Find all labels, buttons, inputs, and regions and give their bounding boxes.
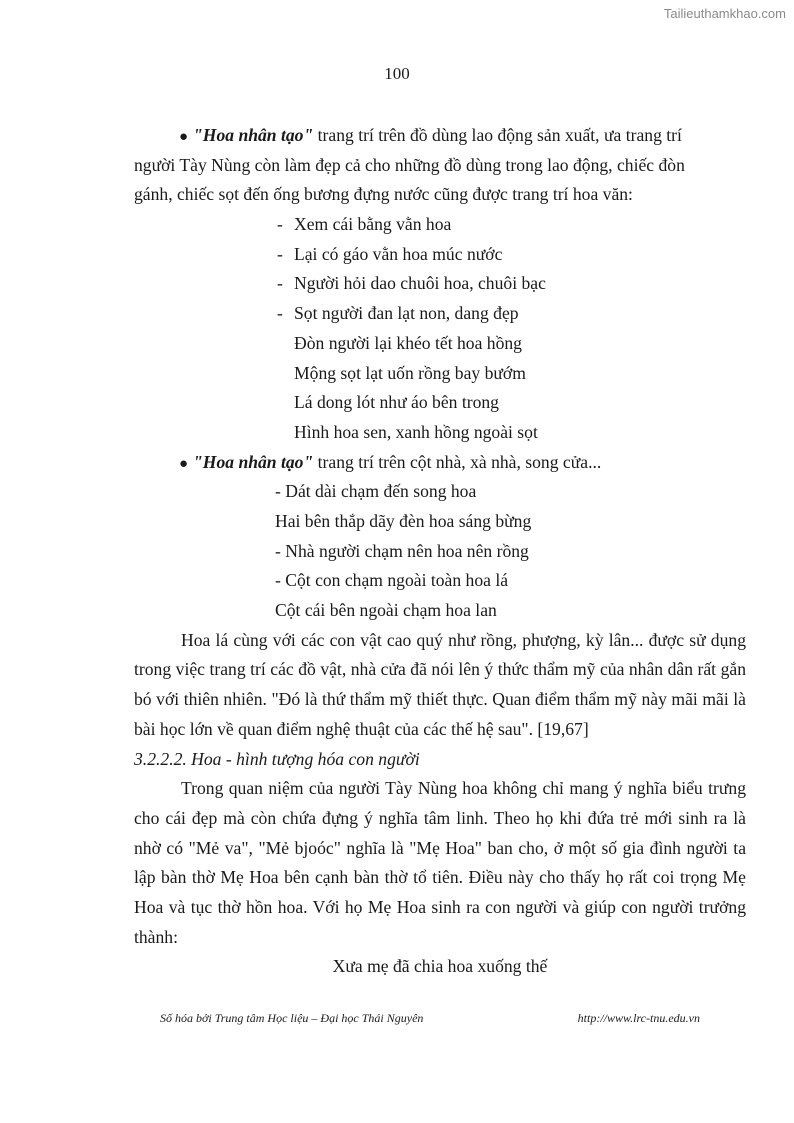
verse-line: Xưa mẹ đã chia hoa xuống thế [332, 956, 548, 977]
poem-line: Hình hoa sen, xanh hồng ngoài sọt [294, 421, 538, 442]
term-hoa-nhan-tao: "Hoa nhân tạo" [193, 451, 314, 472]
poem-line: - Người hỏi dao chuôi hoa, chuôi bạc [277, 273, 546, 294]
bullet-item-tools [134, 121, 746, 151]
poem-line: - Lại có gáo vằn hoa múc nước [277, 243, 503, 264]
paragraph-decoration: Hoa lá cùng với các con vật cao quý như rồng, phượng, kỳ lân... được sử dụng trong việc trang trí các đồ vật, nhà cửa đã nói lên ý thức thẩm mỹ của nhân dân rất gắn bó với thiên nhiên. "Đó là thứ thẩm mỹ thiết thực. Quan điểm thẩm mỹ này mãi mãi là bài học lớn về quan điểm nghệ thuật của các thế hệ sau". [19,67] [134, 629, 746, 739]
poem-line: Mộng sọt lạt uốn rồng bay bướm [294, 362, 526, 383]
poem-line: - Cột con chạm ngoài toàn hoa lá [275, 570, 509, 591]
bullet-text: trang trí trên đồ dùng lao động sản xuất, ưa trang trí [313, 125, 682, 145]
poem-house [134, 477, 746, 625]
paragraph-spiritual: Trong quan niệm của người Tày Nùng hoa không chỉ mang ý nghĩa biểu trưng cho cái đẹp mà còn chứa đựng ý nghĩa tâm linh. Theo họ khi đứa trẻ mới sinh ra là nhờ có "Mẻ va", "Mẻ bjoóc" nghĩa là "Mẹ Hoa" ban cho, ở một số gia đình người ta lập bàn thờ Mẹ Hoa bên cạnh bàn thờ tổ tiên. Điều này cho thấy họ rất coi trọng Mẹ Hoa và tục thờ hồn hoa. Với họ Mẹ Hoa sinh ra con người và giúp con người trưởng thành: [134, 778, 746, 947]
bullet-item-house [134, 448, 746, 478]
poem-line: Đòn người lại khéo tết hoa hồng [294, 332, 522, 353]
poem-line: - Sọt người đan lạt non, dang đẹp [277, 303, 519, 324]
poem-tools [134, 210, 746, 448]
poem-line: Cột cái bên ngoài chạm hoa lan [275, 600, 497, 620]
page-number: 100 [384, 64, 410, 83]
poem-line: - Nhà người chạm nên hoa nên rồng [275, 540, 529, 561]
poem-line: - Xem cái bằng vằn hoa [277, 214, 452, 235]
section-heading: 3.2.2.2. Hoa - hình tượng hóa con người [134, 748, 420, 769]
page-content [134, 121, 746, 982]
bullet-text: trang trí trên cột nhà, xà nhà, song cửa... [313, 451, 602, 472]
poem-line: Hai bên thắp dãy đèn hoa sáng bừng [275, 510, 532, 531]
watermark: Tailieuthamkhao.com [663, 6, 786, 21]
footer-url: http://www.lrc-tnu.edu.vn [577, 1011, 700, 1025]
footer-credit: Số hóa bởi Trung tâm Học liệu – Đại học Thái Nguyên [160, 1011, 424, 1025]
poem-line: Lá dong lót như áo bên trong [294, 392, 499, 413]
bullet-icon: ● [179, 129, 189, 145]
bullet-icon: ● [179, 455, 189, 472]
text-line: người Tày Nùng còn làm đẹp cả cho những đồ dùng trong lao động, chiếc đòn [134, 154, 685, 175]
poem-line: - Dát dài chạm đến song hoa [275, 481, 477, 502]
text-line: gánh, chiếc sọt đến ống bương đựng nước cũng được trang trí hoa văn: [134, 184, 633, 205]
term-hoa-nhan-tao: "Hoa nhân tạo" [193, 125, 314, 145]
